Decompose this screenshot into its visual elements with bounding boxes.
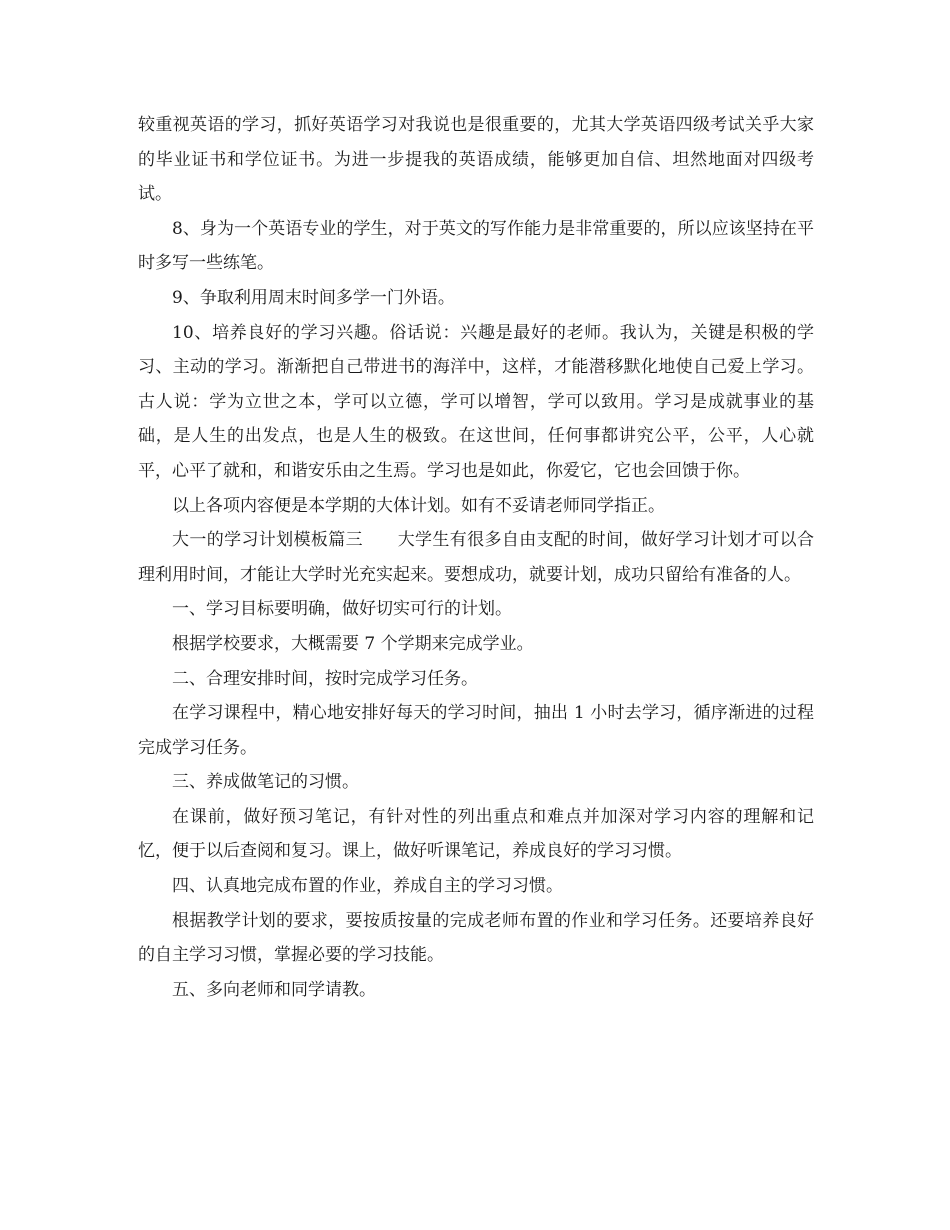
- paragraph: 大一的学习计划模板篇三 大学生有很多自由支配的时间，做好学习计划才可以合理利用时间，才能让大学时光充实起来。要想成功，就要计划，成功只留给有准备的人。: [138, 530, 814, 585]
- section-heading: 三、养成做笔记的习惯。: [172, 772, 359, 793]
- paragraph: 根据学校要求，大概需要 7 个学期来完成学业。: [172, 633, 534, 654]
- paragraph: 10、培养良好的学习兴趣。俗话说：兴趣是最好的老师。我认为，关键是积极的学习、主动的学习。渐渐把自己带进书的海洋中，这样，才能潜移默化地使自己爱上学习。古人说：学为立世之本，学可以立德，学可以增智，学可以致用。学习是成就事业的基础，是人生的出发点，也是人生的极致。在这世间，任何事都讲究公平，公平，人心就平，心平了就和，和谐安乐由之生焉。学习也是如此，你爱它，它也会回馈于你。: [138, 322, 814, 481]
- section-heading: 二、合理安排时间，按时完成学习任务。: [172, 668, 478, 689]
- paragraph: 以上各项内容便是本学期的大体计划。如有不妥请老师同学指正。: [172, 495, 665, 516]
- section-heading: 四、认真地完成布置的作业，养成自主的学习习惯。: [172, 876, 563, 897]
- paragraph: 较重视英语的学习，抓好英语学习对我说也是很重要的，尤其大学英语四级考试关乎大家的毕业证书和学位证书。为进一步提我的英语成绩，能够更加自信、坦然地面对四级考试。: [138, 115, 814, 205]
- paragraph: 在学习课程中，精心地安排好每天的学习时间，抽出 1 小时去学习，循序渐进的过程完成学习任务。: [138, 703, 814, 758]
- paragraph: 8、身为一个英语专业的学生，对于英文的写作能力是非常重要的，所以应该坚持在平时多写一些练笔。: [138, 218, 814, 274]
- paragraph: 根据教学计划的要求，要按质按量的完成老师布置的作业和学习任务。还要培养良好的自主学习习惯，掌握必要的学习技能。: [138, 910, 814, 966]
- section-heading: 一、学习目标要明确，做好切实可行的计划。: [172, 599, 512, 620]
- section-heading: 五、多向老师和同学请教。: [172, 979, 376, 1000]
- document-page: [138, 108, 814, 1007]
- paragraph: 在课前，做好预习笔记，有针对性的列出重点和难点并加深对学习内容的理解和记忆，便于以后查阅和复习。课上，做好听课笔记，养成良好的学习习惯。: [138, 806, 814, 862]
- paragraph: 9、争取利用周末时间多学一门外语。: [172, 287, 455, 308]
